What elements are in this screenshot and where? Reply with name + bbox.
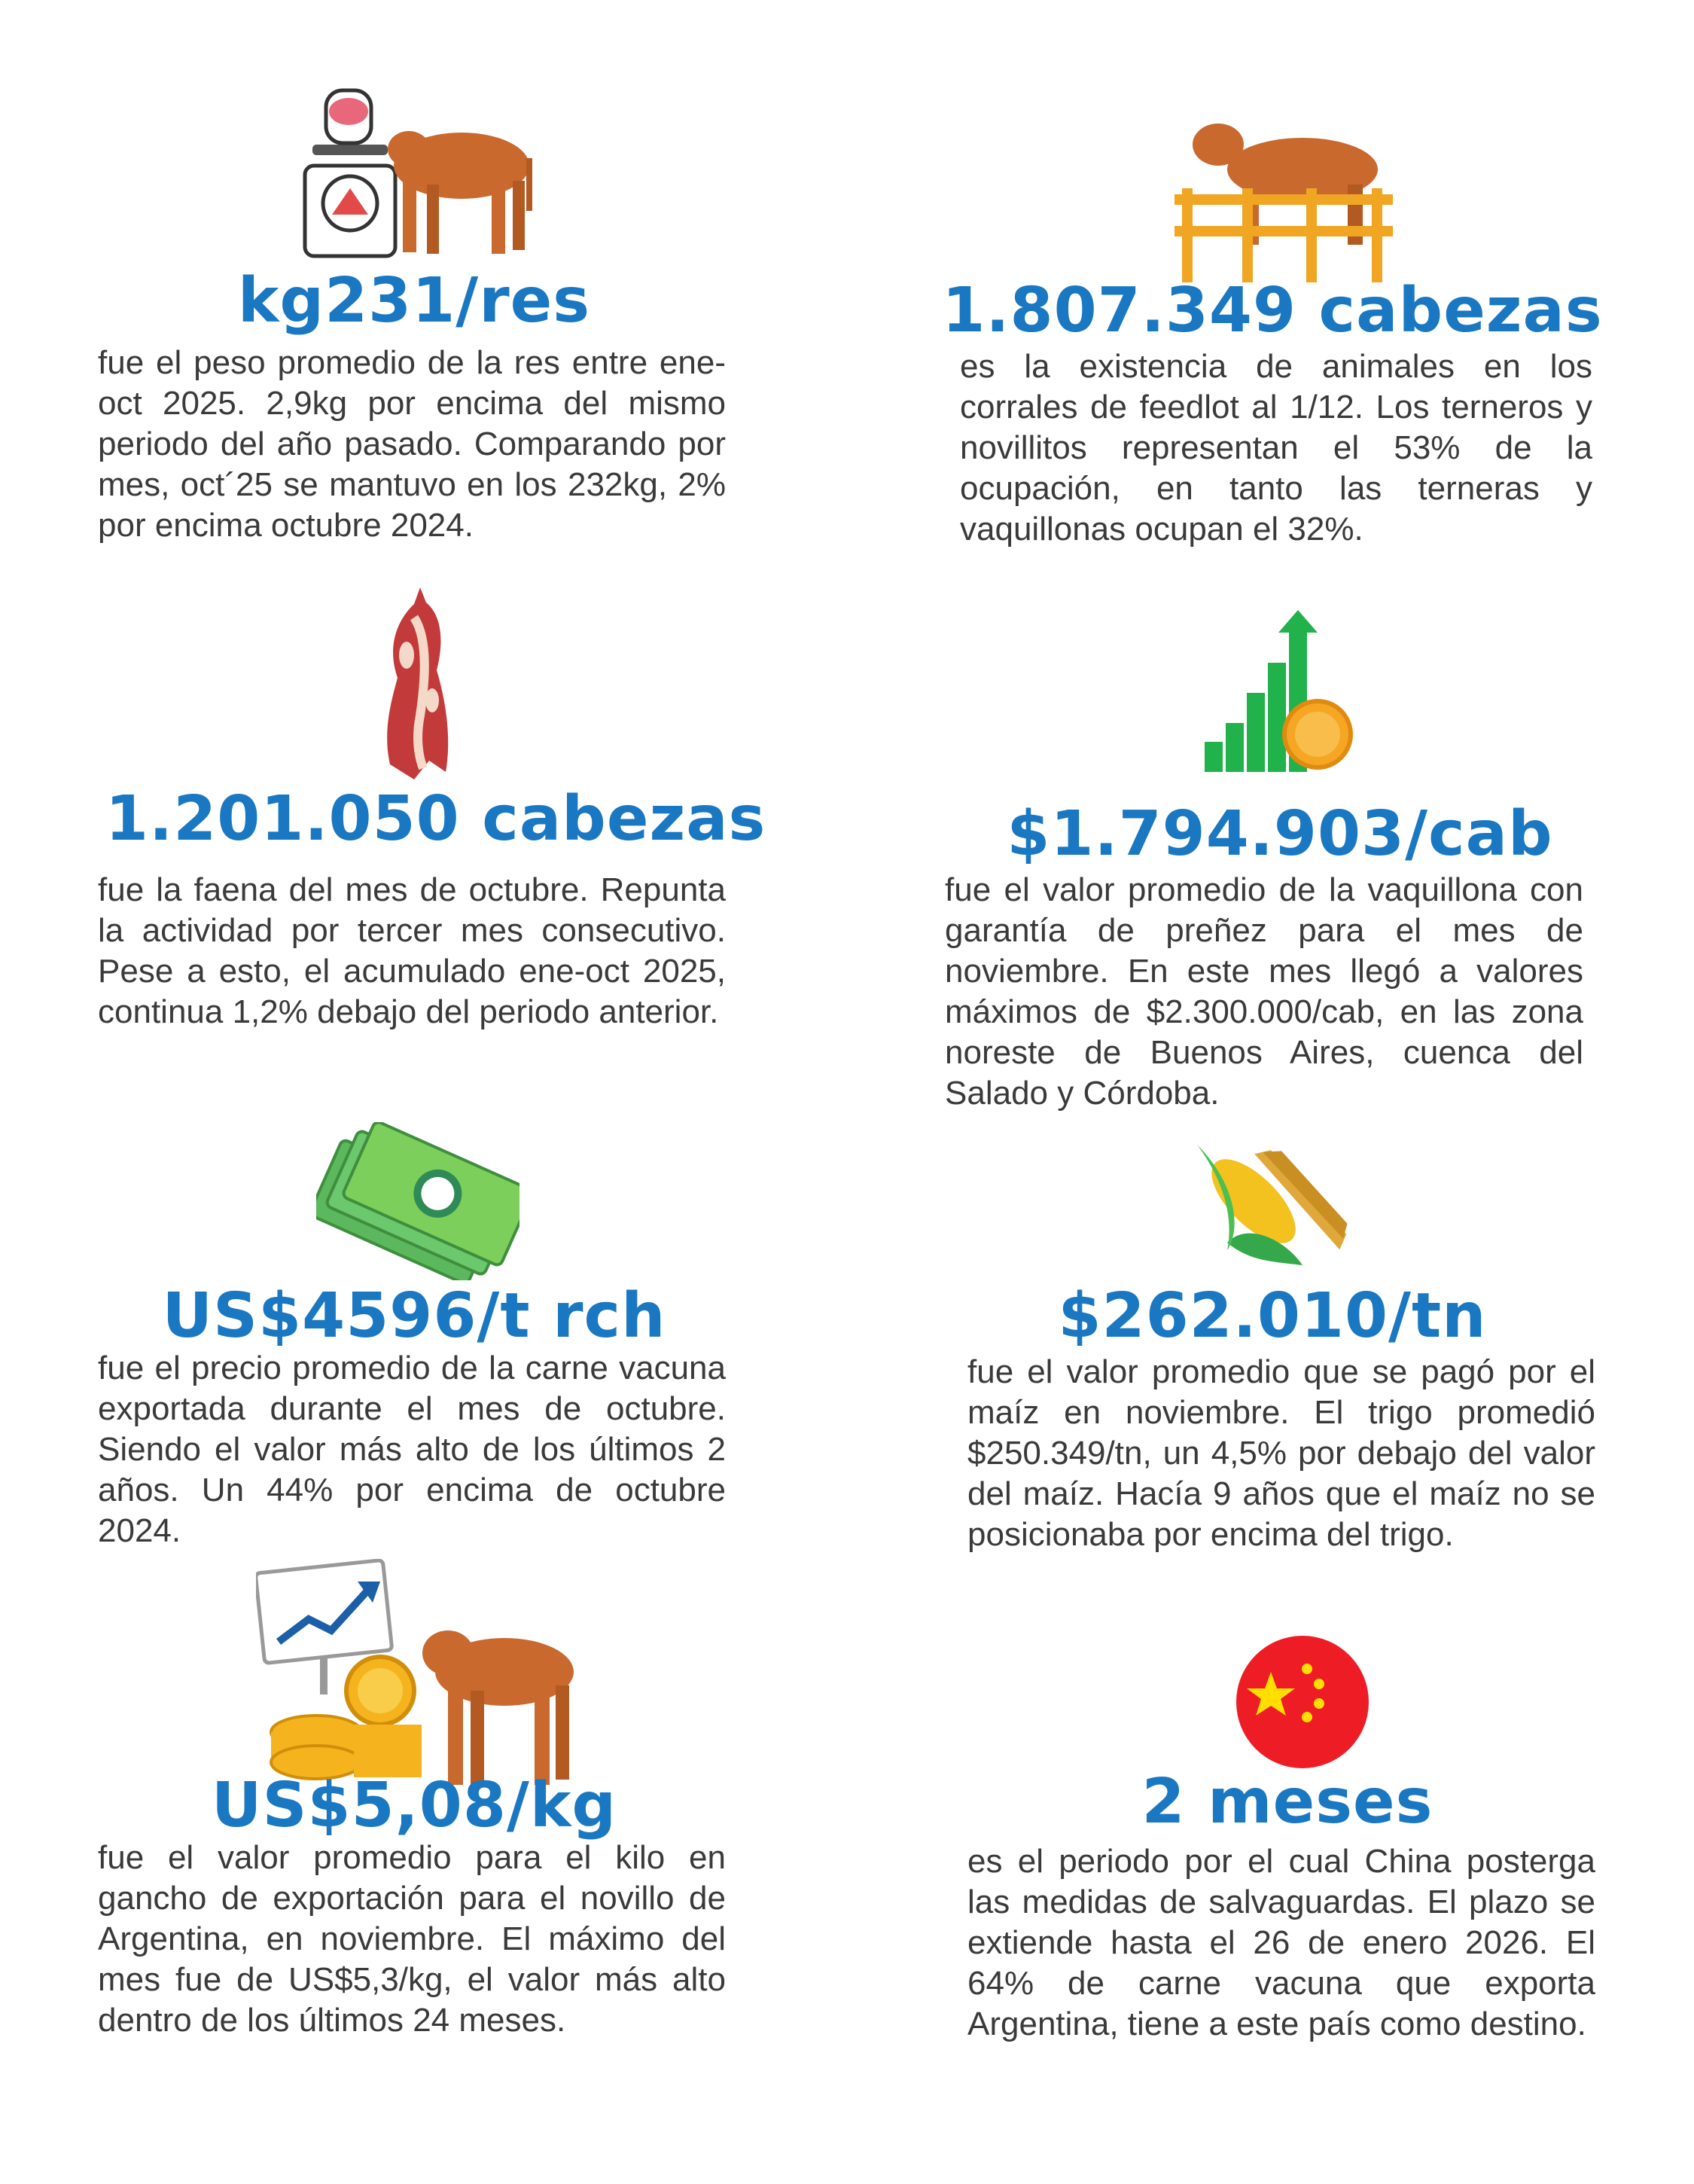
dollar-bills-icon	[316, 1122, 519, 1280]
cow-coins-chart-icon	[256, 1559, 580, 1792]
stat-description: fue el peso promedio de la res entre ene-oct 2025. 2,9kg por encima del mismo periodo del año pasado. Comparando por mes, oct´25 se mantuvo en los 232kg, 2% por encima octubre 2024.	[98, 344, 726, 544]
corn-wheat-icon	[1182, 1130, 1385, 1280]
stat-value: US$4596/t rch	[162, 1280, 666, 1352]
stat-description: fue el valor promedio para el kilo en gancho de exportación para el novillo de Argentina, en noviembre. El máximo del mes fue de US$5,3/kg, el valor más alto dentro de los últimos 24 meses.	[98, 1839, 726, 2039]
stat-description: es el periodo por el cual China posterga las medidas de salvaguardas. El plazo se extiende hasta el 26 de enero 2026. El 64% de carne vacuna que exporta Argentina, tiene a este país como destino.	[967, 1843, 1595, 2042]
cow-in-pen-icon	[1175, 113, 1393, 282]
china-flag-icon	[1235, 1634, 1370, 1770]
stat-value: $262.010/tn	[1058, 1280, 1487, 1352]
stat-description: fue el valor promedio que se pagó por el maíz en noviembre. El trigo promedió $250.349/tn, un 4,5% por debajo del valor del maíz. Hacía 9 años que el maíz no se posicionaba por encima del trigo.	[967, 1353, 1595, 1553]
stat-value: $1.794.903/cab	[1007, 798, 1553, 870]
stat-description: fue el valor promedio de la vaquillona con garantía de preñez para el mes de noviembre. En este mes llegó a valores máximos de $2.300.000/cab, en las zona noreste de Buenos Aires, cuenca del Salado y Córdoba.	[945, 871, 1583, 1112]
stat-value: 1.807.349 cabezas	[942, 275, 1603, 346]
growth-bars-coin-icon	[1205, 610, 1355, 772]
cow-on-scale-icon	[297, 75, 546, 275]
stat-value: 2 meses	[1141, 1766, 1434, 1838]
stat-value: kg231/res	[237, 265, 591, 337]
beef-carcass-icon	[376, 587, 459, 783]
stat-description: fue la faena del mes de octubre. Repunta la actividad por tercer mes consecutivo. Pese a esto, el acumulado ene-oct 2025, continua 1,2% debajo del periodo anterior.	[98, 871, 726, 1030]
stat-value: US$5,08/kg	[211, 1770, 617, 1841]
stat-description: fue el precio promedio de la carne vacuna exportada durante el mes de octubre. Siendo el valor más alto de los últimos 2 años. Un 44% por encima de octubre 2024.	[98, 1350, 726, 1549]
stat-value: 1.201.050 cabezas	[105, 783, 766, 855]
stat-description: es la existencia de animales en los corrales de feedlot al 1/12. Los terneros y novillitos representan el 53% de la ocupación, en tanto las terneras y vaquillonas ocupan el 32%.	[960, 348, 1592, 548]
